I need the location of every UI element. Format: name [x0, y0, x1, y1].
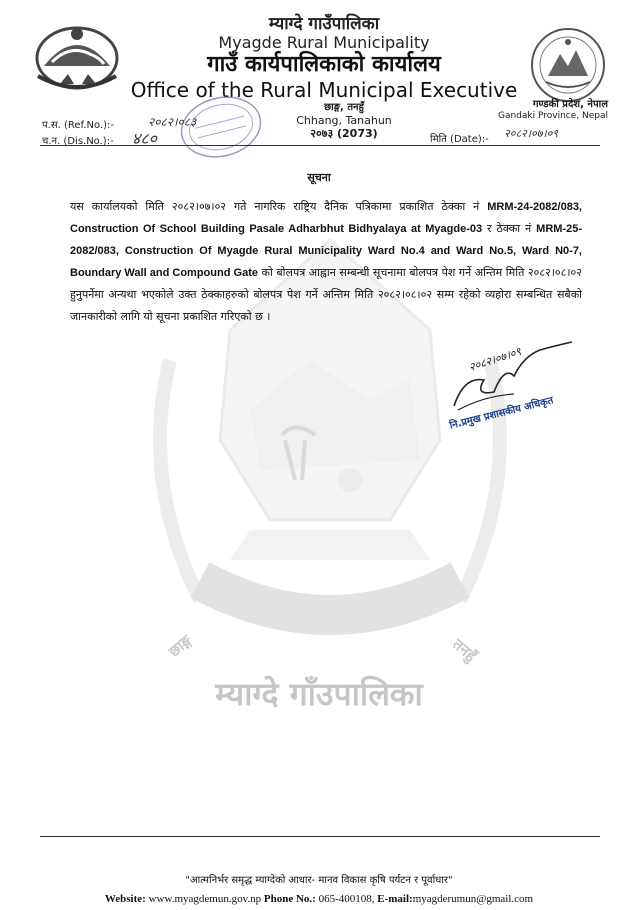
date-label: मिति (Date):-: [430, 134, 489, 145]
ref-value: २०८२।०८३: [148, 115, 197, 129]
signatory-title: नि.प्रमुख प्रशासकीय अधिकृत: [448, 395, 555, 432]
province-en: Gandaki Province, Nepal: [497, 111, 608, 121]
date-value: २०८२।०७।०९: [504, 127, 559, 140]
municipality-seal-icon: [526, 26, 610, 104]
office-name-np: गाउँ कार्यपालिकाको कार्यालय: [207, 52, 441, 77]
watermark-right-text: तनहुँ: [449, 635, 480, 665]
footer-contact: [0, 893, 638, 905]
footer-slogan: "आत्मनिर्भर समृद्ध म्याग्देको आधार- मानव विकास कृषि पर्यटन र पूर्वाधार": [185, 875, 453, 886]
municipality-name-en: Myagde Rural Municipality: [218, 33, 430, 52]
contract-2: MRM-25-2082/083, Construction Of Myagde Rural Municipality Ward No.4 and Ward No.5, Ward N0-7, Boundary Wall and Compound Gate: [70, 223, 582, 279]
email-label: E-mail:: [377, 893, 413, 905]
notice-body-part-1: यस कार्यालयको मिति २०८२।०७।०२ गते नागरिक राष्ट्रिय दैनिक पत्रिकामा प्रकाशित ठेक्का नं: [70, 200, 488, 213]
nepal-emblem-icon: [30, 14, 124, 98]
phone-number: 065-400108,: [318, 893, 375, 905]
watermark-arc-text: म्याग्दे गाँउपालिका: [215, 675, 423, 713]
footer-divider: [40, 836, 600, 837]
office-name-en: Office of the Rural Municipal Executive: [130, 78, 518, 102]
province-block: [498, 99, 608, 122]
municipality-name-np: म्याग्दे गाउँपालिका: [268, 14, 380, 34]
dis-label: च.न. (Dis.No.):-: [42, 136, 114, 147]
established-year: २०७३ (2073): [310, 127, 378, 140]
province-np: गण्डकी प्रदेश, नेपाल: [532, 99, 608, 110]
location-np: छाङ्ग, तनहुँ: [324, 102, 364, 113]
website-label: Website:: [104, 893, 146, 905]
contract-1: MRM-24-2082/083, Construction Of School Building Pasale Adharbhut Bidhyalaya at Myagde-03: [70, 201, 582, 235]
notice-body-part-2: र ठेक्का नं: [482, 222, 537, 235]
dis-value: ४८०: [132, 129, 157, 148]
notice-body: [70, 196, 582, 328]
website-link[interactable]: www.myagdemun.gov.np: [148, 893, 262, 905]
signature-date: २०८२।०७।०९: [467, 344, 523, 375]
location-en: Chhang, Tanahun: [296, 114, 392, 127]
email-link[interactable]: myagderumun@gmail.com: [412, 893, 534, 905]
notice-body-part-3: को बोलपत्र आह्वान सम्बन्धी सूचनामा बोलपत्र पेश गर्ने अन्तिम मिति २०८२।०८।०२ हुनुपर्नेमा अन्यथा भएकोले उक्त ठेक्काहरुको बोलपत्र पेश गर्ने अन्तिम मिति २०८२।०८।०२ सम्म रहेको व्यहोरा सम्बन्धित सबैको जानकारीको लागि यो सूचना प्रकाशित गरिएको छ ।: [70, 266, 582, 323]
watermark-left-text: छाङ्ग: [165, 631, 195, 661]
ref-label: प.स. (Ref.No.):-: [42, 120, 114, 131]
phone-label: Phone No.:: [263, 893, 316, 905]
header-divider: [40, 145, 600, 146]
notice-title: सूचना: [307, 171, 331, 184]
